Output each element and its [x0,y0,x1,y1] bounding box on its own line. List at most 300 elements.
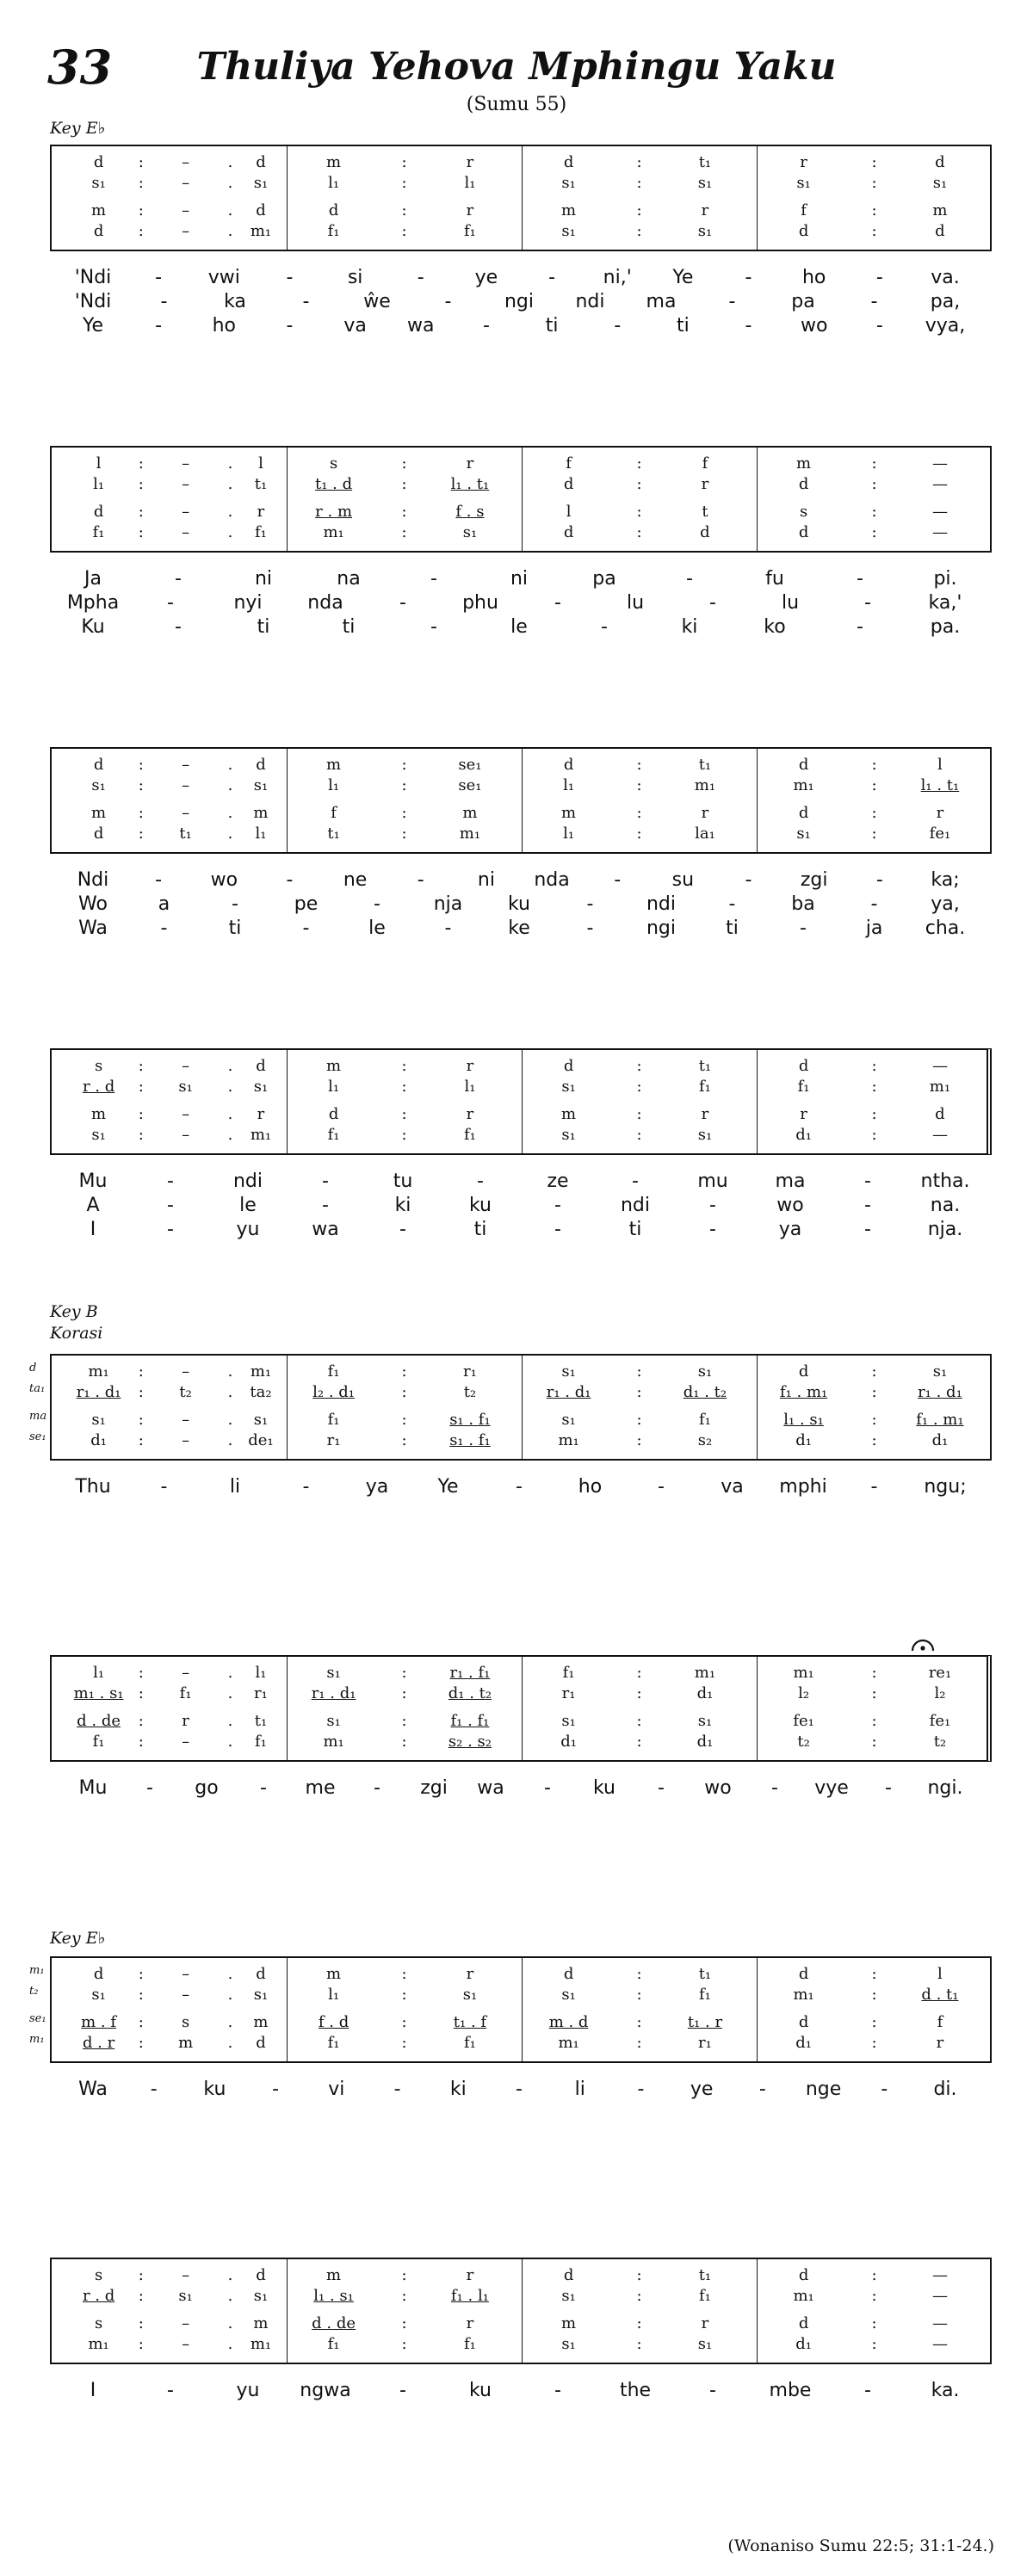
voice-row [287,1963,522,1986]
voice-row [52,823,287,845]
voice-row [757,220,992,243]
solfa-note: d [93,756,104,774]
solfa-note: : [871,804,877,822]
lyric-syllable: va [343,315,367,337]
lyric-syllable: ku [468,2380,492,2401]
voice-row [522,775,757,797]
solfa-note: d [256,1965,266,1983]
solfa-note: f₁ [797,1078,810,1096]
voice-row [52,151,287,174]
solfa-note: m₁ [793,1986,814,2004]
voice-row [757,1984,992,2006]
solfa-note: f₁ [327,1362,340,1381]
section-label: Korasi [50,1324,103,1343]
solfa-note: m [326,153,342,171]
lyric-syllable: pe [294,893,319,915]
music-section [50,2258,992,2533]
solfa-note: . [227,523,233,541]
voice-row [287,1055,522,1078]
solfa-note: t₁ [254,475,268,493]
voice-row [522,1124,757,1146]
solfa-note: : [401,201,407,219]
solfa-note: m [91,804,107,822]
voice-row [522,2032,757,2054]
solfa-note: f₁ [327,1411,340,1429]
solfa-note: r [800,1105,807,1123]
solfa-note: l [258,454,263,473]
voice-row [757,453,992,475]
solfa-note: s₁ . f₁ [449,1431,491,1449]
solfa-note: . [227,1684,233,1702]
lyric-syllable: ngwa [300,2380,351,2401]
solfa-note: t₁ . f [453,2013,487,2031]
voice-row [52,1710,287,1733]
solfa-note: d [256,2034,266,2052]
solfa-note: — [931,475,948,493]
solfa-note: : [401,454,407,473]
lyric-syllable: ka [224,291,246,312]
lyric-syllable: ngi [504,291,535,312]
solfa-note: l₁ [328,174,340,192]
voice-row [287,220,522,243]
lyric-hyphen: - [728,291,736,312]
lyric-syllable: ka. [931,2380,960,2401]
lyric-hyphen: - [477,1171,484,1192]
solfa-note: s [799,503,808,521]
voice-row [287,775,522,797]
voice-row [522,754,757,776]
solfa-note: . [227,454,233,473]
voice-row [287,1662,522,1684]
lyric-syllable: nge [805,2079,842,2100]
solfa-note: s₁ [326,1712,341,1730]
solfa-note: : [636,523,642,541]
solfa-note: d . de [312,2314,356,2332]
solfa-note: : [636,1383,642,1401]
solfa-note: . [227,804,233,822]
voice-row [757,501,992,523]
lyric-hyphen: - [709,592,716,614]
solfa-note: m₁ . s₁ [73,1684,124,1702]
solfa-note: s₁ [561,2335,576,2353]
solfa-note: f₁ [327,1126,340,1144]
lyric-line [50,1474,992,1500]
solfa-note: r [257,1105,265,1123]
solfa-note: . [227,1664,233,1682]
solfa-note: : [636,2034,642,2052]
hymn-subtitle: (Sumu 55) [466,94,567,115]
voice-row [522,453,757,475]
lyric-hyphen: - [399,592,406,614]
lyric-syllable: pa. [930,616,961,638]
lyric-hyphen: - [146,1777,153,1799]
solfa-note: : [871,503,877,521]
solfa-note: . [227,1431,233,1449]
voice-row [757,200,992,222]
solfa-note: d₁ . t₂ [448,1684,492,1702]
solfa-note: r₁ [463,1362,477,1381]
solfa-note: s₁ [462,523,478,541]
solfa-note: r [182,1712,189,1730]
solfa-note: d [93,1965,104,1983]
solfa-note: . [227,153,233,171]
solfa-note: d [256,756,266,774]
lyric-hyphen: - [155,267,163,288]
lyric-hyphen: - [482,315,490,337]
solfa-note: l [937,756,943,774]
measure [287,1356,523,1459]
lyric-line [50,590,992,616]
solfa-note: m [253,2013,269,2031]
lyric-syllable: ni [477,869,495,891]
lyric-syllable: tu [393,1171,413,1192]
solfa-note: l₁ . s₁ [783,1411,824,1429]
voice-row [522,522,757,544]
lyric-hyphen: - [260,1777,267,1799]
lyric-hyphen: - [885,1777,892,1799]
solfa-note: — [931,1057,948,1075]
solfa-note: t₁ [179,825,192,843]
voice-row [287,2264,522,2287]
solfa-note: : [401,153,407,171]
lyric-syllable: ho [212,315,236,337]
solfa-note: f₁ . m₁ [779,1383,828,1401]
measure [757,2259,992,2363]
solfa-note: d [93,153,104,171]
solfa-note: : [138,1411,144,1429]
solfa-note: s₁ [932,174,948,192]
voice-marker: se₁ [29,2012,46,2025]
solfa-note: s₁ [561,1078,576,1096]
solfa-note: s₁ [697,2335,713,2353]
lyric-hyphen: - [728,893,736,915]
solfa-note: d [935,1105,945,1123]
solfa-note: d₁ [696,1684,714,1702]
solfa-note: r [466,2314,474,2332]
voice-row [757,1731,992,1753]
voice-row [522,2011,757,2034]
lyric-hyphen: - [870,1476,878,1498]
solfa-note: : [636,1126,642,1144]
solfa-note: : [636,2335,642,2353]
solfa-note: m [561,1105,577,1123]
solfa-note: : [636,1105,642,1123]
solfa-note: : [871,1057,877,1075]
voice-row [757,823,992,845]
solfa-note: m [91,201,107,219]
lyric-syllable: lu [781,592,800,614]
solfa-note: : [871,756,877,774]
solfa-note: : [636,2314,642,2332]
solfa-note: : [401,1986,407,2004]
lyric-syllable: va. [931,267,960,288]
lyric-syllable: nja [433,893,463,915]
lyric-syllable: ntha. [920,1171,970,1192]
solfa-note: s₁ [697,1712,713,1730]
lyric-hyphen: - [160,917,168,939]
voice-row [52,2264,287,2287]
solfa-note: t₂ [179,1383,192,1401]
solfa-note: : [871,1411,877,1429]
measure [522,1050,758,1153]
lyric-syllable: wo [704,1777,732,1799]
measure [757,1050,992,1153]
lyric-syllable: ma [775,1171,806,1192]
voice-row [757,1076,992,1098]
solfa-note: . [227,475,233,493]
solfa-note: f₁ [255,1733,267,1751]
voice-row [522,220,757,243]
voice-row [287,1076,522,1098]
solfa-note: m₁ [929,1078,951,1096]
solfa-note: – [182,1105,190,1123]
solfa-note: s₁ [178,1078,193,1096]
solfa-note: s₁ [561,2287,576,2305]
staff-system [50,446,992,553]
solfa-note: d [798,523,809,541]
solfa-note: . [227,174,233,192]
lyric-syllable: ni,' [603,267,632,288]
solfa-note: : [871,475,877,493]
solfa-note: s₁ [561,1411,576,1429]
solfa-note: : [871,1383,877,1401]
voice-row [287,1124,522,1146]
lyric-syllable: ko [764,616,786,638]
voice-row [52,2333,287,2356]
lyric-syllable: nda [534,869,570,891]
solfa-note: r [466,1105,474,1123]
lyric-syllable: wo [800,315,828,337]
solfa-note: f₁ [698,1078,711,1096]
solfa-note: : [138,201,144,219]
solfa-note: – [182,804,190,822]
solfa-note: se₁ [458,756,482,774]
solfa-note: l [566,503,572,521]
solfa-note: f₁ . l₁ [450,2287,489,2305]
lyric-hyphen: - [374,1777,380,1799]
solfa-note: d [563,153,574,171]
voice-row [52,501,287,523]
lyric-hyphen: - [302,291,310,312]
voice-row [757,2313,992,2335]
solfa-note: m [253,804,269,822]
solfa-note: m₁ [558,1431,579,1449]
solfa-note: – [182,1411,190,1429]
solfa-note: de₁ [248,1431,274,1449]
lyric-syllable: ti [228,917,242,939]
lyric-hyphen: - [658,1476,665,1498]
measure [52,1050,288,1153]
solfa-note: : [401,1105,407,1123]
solfa-note: : [138,2314,144,2332]
measure [522,1657,758,1760]
solfa-note: : [138,1965,144,1983]
lyric-syllable: vwi [207,267,240,288]
lyric-syllable: yu [236,1219,260,1240]
solfa-note: . [227,2013,233,2031]
solfa-note: l₁ [563,825,575,843]
voice-row [522,1963,757,1986]
measure [287,1958,523,2061]
lyric-hyphen: - [167,1171,174,1192]
solfa-note: : [138,1986,144,2004]
solfa-note: : [871,1965,877,1983]
lyric-syllable: ku [468,1195,492,1216]
lyric-syllable: ngi [646,917,677,939]
solfa-note: . [227,1712,233,1730]
voice-row [52,1430,287,1452]
solfa-note: r [701,475,709,493]
voice-row [522,2264,757,2287]
solfa-note: – [182,475,190,493]
solfa-note: . [227,2034,233,2052]
solfa-note: d [256,201,266,219]
solfa-note: . [227,1986,233,2004]
solfa-note: f₁ [463,1126,476,1144]
lyric-hyphen: - [155,869,163,891]
lyric-syllable: na [337,568,361,590]
lyric-hyphen: - [709,2380,716,2401]
solfa-note: l₁ [563,776,575,794]
voice-row [52,1124,287,1146]
lyric-line [50,265,992,291]
solfa-note: l₁ [93,475,105,493]
measure [52,1657,288,1760]
solfa-note: : [138,1362,144,1381]
solfa-note: f₁ [327,2034,340,2052]
lyric-syllable: li [574,2079,585,2100]
lyric-syllable: mbe [769,2380,812,2401]
voice-row [52,1731,287,1753]
lyric-syllable: ba [791,893,815,915]
solfa-note: m₁ [323,523,344,541]
solfa-note: s [181,2013,190,2031]
solfa-note: . [227,1965,233,1983]
measure [287,749,523,852]
solfa-note: . [227,1362,233,1381]
solfa-note: . [227,1057,233,1075]
lyric-syllable: Ja [84,568,102,590]
solfa-note: – [182,174,190,192]
lyric-syllable: fu [765,568,784,590]
lyric-syllable: zgi [420,1777,448,1799]
voice-row [757,1710,992,1733]
solfa-note: – [182,1057,190,1075]
lyric-syllable: ti [677,315,690,337]
solfa-note: : [138,1105,144,1123]
lyric-syllable: Ye [672,267,694,288]
solfa-note: m [326,756,342,774]
lyric-syllable: ya, [931,893,960,915]
lyric-hyphen: - [875,869,883,891]
lyric-syllable: cha. [925,917,966,939]
solfa-note: — [931,454,948,473]
voice-row [287,2011,522,2034]
solfa-note: d [563,523,574,541]
solfa-note: s₁ [91,174,106,192]
solfa-note: d [563,756,574,774]
solfa-note: s₂ [697,1431,713,1449]
solfa-note: s₁ [697,222,713,240]
solfa-note: l₁ [464,1078,476,1096]
solfa-note: : [871,1733,877,1751]
measure [757,146,992,250]
solfa-note: : [871,1078,877,1096]
voice-row [522,2313,757,2335]
solfa-note: r [701,1105,709,1123]
solfa-note: s₁ [91,1986,106,2004]
lyric-hyphen: - [554,592,561,614]
lyric-hyphen: - [658,1777,665,1799]
voice-row [522,200,757,222]
solfa-note: : [138,1126,144,1144]
voice-marker: se₁ [29,1430,46,1443]
solfa-note: l₁ [328,776,340,794]
solfa-note: d [798,756,809,774]
voice-row [287,1381,522,1404]
solfa-note: – [182,1126,190,1144]
lyric-syllable: Wa [78,2079,108,2100]
lyric-hyphen: - [745,869,752,891]
solfa-note: — [931,2335,948,2353]
solfa-note: . [227,2314,233,2332]
solfa-note: s₁ [796,174,811,192]
solfa-note: se₁ [458,776,482,794]
staff-system [50,1048,992,1155]
lyric-hyphen: - [232,893,238,915]
solfa-note: m₁ [250,222,272,240]
solfa-note: – [182,1965,190,1983]
voice-row [757,2011,992,2034]
solfa-note: – [182,2266,190,2284]
solfa-note: l₁ [255,1664,267,1682]
voice-row [287,2313,522,2335]
voice-row [757,2264,992,2287]
key-signature: Key B [50,1302,98,1321]
solfa-note: f₁ [327,222,340,240]
solfa-note: d [256,2266,266,2284]
solfa-note: d [93,222,104,240]
lyric-syllable: le [239,1195,257,1216]
lyric-syllable: pa, [930,291,961,312]
solfa-note: : [636,1712,642,1730]
lyric-hyphen: - [875,315,883,337]
solfa-note: : [871,2034,877,2052]
solfa-note: : [401,503,407,521]
solfa-note: : [636,1411,642,1429]
solfa-note: : [138,1664,144,1682]
measure [522,448,758,551]
solfa-note: m₁ [558,2034,579,2052]
solfa-note: r . d [82,1078,115,1096]
lyric-hyphen: - [870,893,878,915]
solfa-note: d₁ [795,2335,812,2353]
lyric-syllable: ngu; [924,1476,967,1498]
solfa-note: m [326,1057,342,1075]
solfa-note: — [931,523,948,541]
voice-row [522,172,757,195]
solfa-note: f₁ [698,1986,711,2004]
solfa-note: : [401,776,407,794]
solfa-note: m₁ [793,2287,814,2305]
solfa-note: : [871,2335,877,2353]
solfa-note: : [401,1712,407,1730]
lyric-syllable: A [86,1195,100,1216]
scripture-reference: (Wonaniso Sumu 22:5; 31:1-24.) [727,2536,994,2555]
lyric-hyphen: - [857,616,863,638]
solfa-note: : [401,2335,407,2353]
solfa-note: f₁ [255,523,267,541]
